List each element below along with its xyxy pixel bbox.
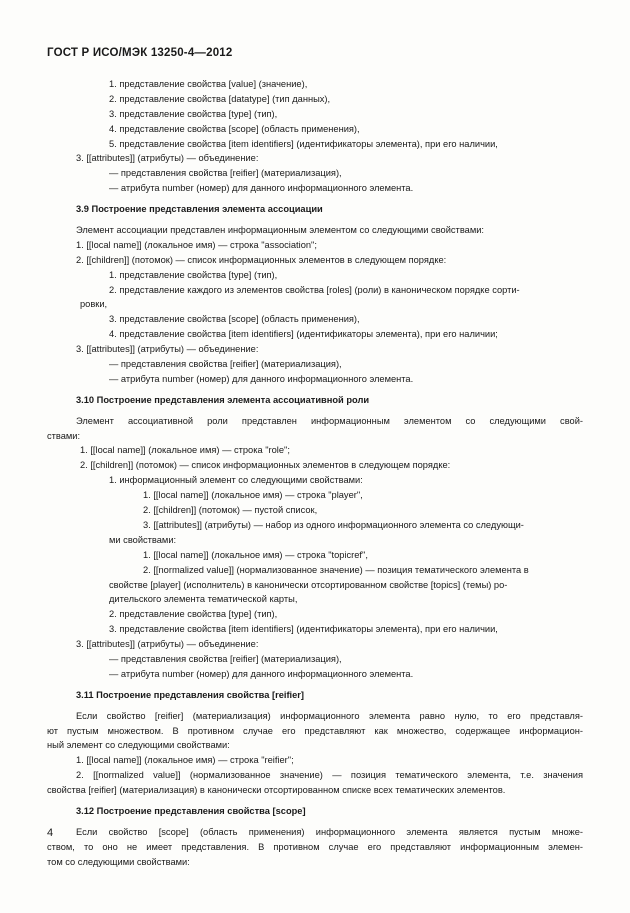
text-line: 2. [[children]] (потомок) — пустой список, <box>143 505 318 516</box>
text-line: 3. представление свойства [type] (тип), <box>109 108 278 119</box>
text-line: свойства [reifier] (материализация) в канонически отсортированном списке всех тематических элементов. <box>47 785 506 796</box>
text-line: свойстве [player] (исполнитель) в канонически отсортированном свойстве [topics] (темы) ро- <box>109 579 508 590</box>
text-line: 3. [[attributes]] (атрибуты) — объединение: <box>76 344 259 355</box>
text-line: 1. [[local name]] (локальное имя) — строка "topicref", <box>143 549 368 560</box>
section-heading: 3.11 Построение представления свойства [reifier] <box>76 689 305 700</box>
text-line: — атрибута number (номер) для данного информационного элемента. <box>109 183 414 194</box>
section-heading: 3.12 Построение представления свойства [scope] <box>76 805 306 816</box>
text-line: ством, то оно не имеет представления. В противном случае его представляют информационным элемен- <box>47 841 583 852</box>
text-line: 2. [[children]] (потомок) — список информационных элементов в следующем порядке: <box>76 254 447 265</box>
text-line: 2. [[children]] (потомок) — список информационных элементов в следующем порядке: <box>80 460 451 471</box>
text-line: 1. [[local name]] (локальное имя) — строка "reifier"; <box>76 755 294 766</box>
text-line: — представления свойства [reifier] (материализация), <box>109 168 342 179</box>
text-line: 1. представление свойства [value] (значение), <box>109 79 308 89</box>
text-line: ный элемент со следующими свойствами: <box>47 740 230 751</box>
text-line: Элемент ассоциации представлен информационным элементом со следующими свойствами: <box>76 225 484 236</box>
text-line: 2. представление каждого из элементов свойства [roles] (роли) в каноническом порядке сорти- <box>109 284 520 295</box>
text-line: 3. [[attributes]] (атрибуты) — объединение: <box>76 153 259 164</box>
text-line: дительского элемента тематической карты, <box>109 594 298 605</box>
text-line: ровки, <box>80 299 108 310</box>
document-header: ГОСТ Р ИСО/МЭК 13250-4—2012 <box>47 47 233 59</box>
text-line: 5. представление свойства [item identifiers] (идентификаторы элемента), при его наличии, <box>109 138 498 149</box>
text-line: Если свойство [reifier] (материализация) информационного элемента равно нулю, то его представля- <box>76 710 583 721</box>
text-line: 3. [[attributes]] (атрибуты) — набор из одного информационного элемента со следующи- <box>143 519 524 530</box>
text-line: 1. представление свойства [type] (тип), <box>109 269 278 280</box>
document-body <box>0 77 630 870</box>
text-line: Элемент ассоциативной роли представлен информационным элементом со следующими свой- <box>76 415 583 426</box>
text-line: 3. [[attributes]] (атрибуты) — объединение: <box>76 639 259 650</box>
text-line: 2. представление свойства [type] (тип), <box>109 609 278 620</box>
text-line: 1. информационный элемент со следующими свойствами: <box>109 475 363 486</box>
page-number: 4 <box>47 827 54 839</box>
text-line: — атрибута number (номер) для данного информационного элемента. <box>109 668 414 679</box>
text-line: 4. представление свойства [item identifiers] (идентификаторы элемента), при его наличии; <box>109 329 498 340</box>
text-line: — представления свойства [reifier] (материализация), <box>109 653 342 664</box>
text-line: 2. [[normalized value]] (нормализованное значение) — позиция тематического элемента, т.е. значения <box>76 770 583 781</box>
text-line: ствами: <box>47 430 81 441</box>
section-heading: 3.9 Построение представления элемента ассоциации <box>76 204 323 215</box>
text-line: 1. [[local name]] (локальное имя) — строка "role"; <box>80 445 290 456</box>
text-line: Если свойство [scope] (область применения) информационного элемента является пустым множе- <box>76 826 583 837</box>
text-line: ми свойствами: <box>109 534 177 545</box>
text-line: том со следующими свойствами: <box>47 856 190 867</box>
text-line: 1. [[local name]] (локальное имя) — строка "player", <box>143 490 363 501</box>
text-line: 2. представление свойства [datatype] (тип данных), <box>109 93 331 104</box>
text-line: 3. представление свойства [scope] (область применения), <box>109 314 360 325</box>
section-heading: 3.10 Построение представления элемента ассоциативной роли <box>76 394 370 405</box>
text-line: 2. [[normalized value]] (нормализованное значение) — позиция тематического элемента в <box>143 564 529 575</box>
text-line: 3. представление свойства [item identifiers] (идентификаторы элемента), при его наличии, <box>109 624 498 635</box>
text-line: 4. представление свойства [scope] (область применения), <box>109 123 360 134</box>
text-line: — атрибута number (номер) для данного информационного элемента. <box>109 373 414 384</box>
text-line: 1. [[local name]] (локальное имя) — строка "association"; <box>76 239 317 250</box>
text-line: ют пустым множеством. В противном случае его представляют как множество, содержащее информацион- <box>47 725 583 736</box>
text-line: — представления свойства [reifier] (материализация), <box>109 359 342 370</box>
